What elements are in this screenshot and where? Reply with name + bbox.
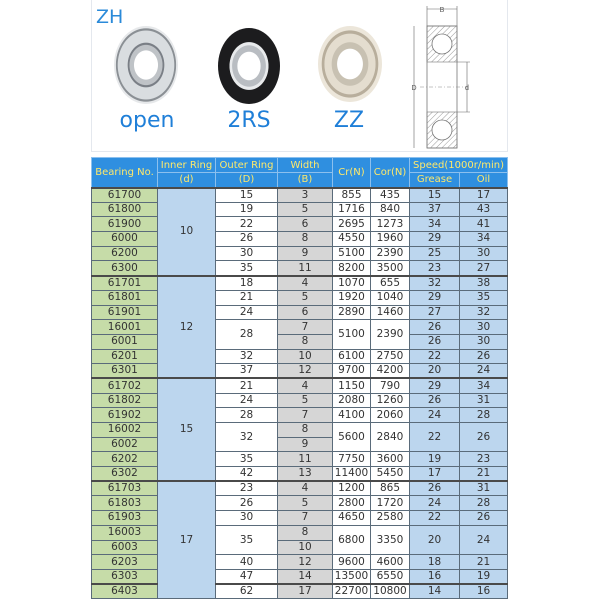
cor-value: 790	[371, 378, 410, 393]
outer-ring-d: 62	[216, 584, 278, 599]
bearing-no: 61801	[92, 290, 158, 305]
header-inner-ring: Inner Ring	[158, 158, 216, 173]
header-width: Width	[278, 158, 333, 173]
cr-value: 7750	[333, 452, 371, 467]
cr-value: 9600	[333, 555, 371, 570]
table-row	[92, 393, 508, 408]
cor-value: 5450	[371, 467, 410, 482]
product-caption-zz: ZZ	[333, 108, 365, 133]
cor-value: 10800	[371, 584, 410, 599]
table-row	[92, 276, 508, 291]
bearing-no: 6001	[92, 334, 158, 349]
metal-shielded-bearing-image	[318, 26, 382, 102]
width-b: 8	[278, 232, 333, 247]
rubber-sealed-bearing-image	[218, 28, 280, 104]
oil-speed: 23	[460, 452, 508, 467]
product-caption-2rs: 2RS	[227, 108, 271, 133]
width-b: 5	[278, 496, 333, 511]
header-bearing-no: Bearing No.	[92, 158, 158, 188]
bearing-no: 61900	[92, 217, 158, 232]
header-inner-ring-sub: (d)	[158, 173, 216, 188]
grease-speed: 22	[410, 511, 460, 526]
bearing-no: 61901	[92, 305, 158, 320]
header-cor: Cor(N)	[371, 158, 410, 188]
grease-speed: 32	[410, 276, 460, 291]
header-outer-ring: Outer Ring	[216, 158, 278, 173]
oil-speed: 28	[460, 496, 508, 511]
oil-speed: 30	[460, 246, 508, 261]
outer-ring-d: 42	[216, 467, 278, 482]
oil-speed: 41	[460, 217, 508, 232]
cor-value: 865	[371, 481, 410, 496]
oil-speed: 17	[460, 188, 508, 203]
bearing-no: 61702	[92, 378, 158, 393]
outer-ring-d: 26	[216, 496, 278, 511]
header-oil: Oil	[460, 173, 508, 188]
width-b: 14	[278, 569, 333, 584]
cor-value: 2060	[371, 408, 410, 423]
oil-speed: 19	[460, 569, 508, 584]
bearing-no: 61802	[92, 393, 158, 408]
cor-value: 655	[371, 276, 410, 291]
oil-speed: 34	[460, 232, 508, 247]
grease-speed: 29	[410, 290, 460, 305]
bearing-no: 6203	[92, 555, 158, 570]
cr-value: 4650	[333, 511, 371, 526]
bearing-no: 6201	[92, 349, 158, 364]
inner-ring-d: 12	[158, 276, 216, 379]
table-row	[92, 261, 508, 276]
bearing-no: 61903	[92, 511, 158, 526]
bearing-no: 6300	[92, 261, 158, 276]
grease-speed: 37	[410, 202, 460, 217]
width-b: 9	[278, 246, 333, 261]
dim-label-b: B	[439, 7, 445, 14]
bearing-no: 61703	[92, 481, 158, 496]
cr-value: 4100	[333, 408, 371, 423]
width-b: 4	[278, 481, 333, 496]
cor-value: 435	[371, 188, 410, 203]
width-b: 5	[278, 290, 333, 305]
outer-ring-d: 26	[216, 232, 278, 247]
outer-ring-d: 32	[216, 349, 278, 364]
width-b: 9	[278, 437, 333, 452]
inner-ring-d: 17	[158, 481, 216, 599]
cor-value: 4200	[371, 364, 410, 379]
grease-speed: 29	[410, 378, 460, 393]
grease-speed: 20	[410, 525, 460, 554]
inner-ring-d: 15	[158, 378, 216, 481]
outer-ring-d: 32	[216, 423, 278, 452]
inner-ring-d: 10	[158, 188, 216, 276]
bearing-no: 16003	[92, 525, 158, 540]
oil-speed: 43	[460, 202, 508, 217]
table-row	[92, 305, 508, 320]
oil-speed: 26	[460, 511, 508, 526]
cor-value: 3500	[371, 261, 410, 276]
header-width-sub: (B)	[278, 173, 333, 188]
table-row	[92, 378, 508, 393]
oil-speed: 30	[460, 320, 508, 335]
width-b: 8	[278, 423, 333, 438]
outer-ring-d: 23	[216, 481, 278, 496]
header-grease: Grease	[410, 173, 460, 188]
table-row	[92, 232, 508, 247]
cor-value: 6550	[371, 569, 410, 584]
oil-speed: 21	[460, 555, 508, 570]
cr-value: 5100	[333, 320, 371, 349]
oil-speed: 31	[460, 393, 508, 408]
bearing-no: 6002	[92, 437, 158, 452]
table-row	[92, 364, 508, 379]
cor-value: 1260	[371, 393, 410, 408]
grease-speed: 22	[410, 423, 460, 452]
grease-speed: 25	[410, 246, 460, 261]
cor-value: 2580	[371, 511, 410, 526]
table-row	[92, 246, 508, 261]
outer-ring-d: 21	[216, 378, 278, 393]
table-row	[92, 349, 508, 364]
dim-label-d-outer: D	[411, 85, 417, 92]
bearing-cross-section-diagram	[410, 4, 500, 150]
oil-speed: 28	[460, 408, 508, 423]
grease-speed: 17	[410, 467, 460, 482]
cor-value: 1273	[371, 217, 410, 232]
cr-value: 1200	[333, 481, 371, 496]
cr-value: 1070	[333, 276, 371, 291]
width-b: 10	[278, 349, 333, 364]
outer-ring-d: 19	[216, 202, 278, 217]
bearing-no: 6403	[92, 584, 158, 599]
cr-value: 1716	[333, 202, 371, 217]
oil-speed: 21	[460, 467, 508, 482]
table-row	[92, 188, 508, 203]
table-row	[92, 423, 508, 438]
cr-value: 5600	[333, 423, 371, 452]
cr-value: 2080	[333, 393, 371, 408]
header-outer-ring-sub: (D)	[216, 173, 278, 188]
outer-ring-d: 30	[216, 246, 278, 261]
cr-value: 8200	[333, 261, 371, 276]
grease-speed: 14	[410, 584, 460, 599]
table-row	[92, 584, 508, 599]
cr-value: 6800	[333, 525, 371, 554]
oil-speed: 35	[460, 290, 508, 305]
cor-value: 840	[371, 202, 410, 217]
grease-speed: 20	[410, 364, 460, 379]
cr-value: 2800	[333, 496, 371, 511]
outer-ring-d: 37	[216, 364, 278, 379]
outer-ring-d: 15	[216, 188, 278, 203]
oil-speed: 30	[460, 334, 508, 349]
outer-ring-d: 24	[216, 393, 278, 408]
oil-speed: 31	[460, 481, 508, 496]
table-row	[92, 569, 508, 584]
oil-speed: 26	[460, 349, 508, 364]
grease-speed: 26	[410, 320, 460, 335]
outer-ring-d: 35	[216, 261, 278, 276]
width-b: 4	[278, 378, 333, 393]
cr-value: 1920	[333, 290, 371, 305]
outer-ring-d: 40	[216, 555, 278, 570]
cr-value: 9700	[333, 364, 371, 379]
grease-speed: 16	[410, 569, 460, 584]
width-b: 11	[278, 261, 333, 276]
bearing-spec-table	[91, 157, 508, 599]
cor-value: 2390	[371, 320, 410, 349]
oil-speed: 24	[460, 525, 508, 554]
grease-speed: 22	[410, 349, 460, 364]
bearing-no: 6302	[92, 467, 158, 482]
width-b: 12	[278, 555, 333, 570]
width-b: 8	[278, 334, 333, 349]
outer-ring-d: 28	[216, 408, 278, 423]
bearing-no: 61701	[92, 276, 158, 291]
width-b: 7	[278, 511, 333, 526]
bearing-no: 16001	[92, 320, 158, 335]
oil-speed: 16	[460, 584, 508, 599]
brand-label: ZH	[96, 6, 124, 28]
table-row	[92, 496, 508, 511]
grease-speed: 29	[410, 232, 460, 247]
bearing-no: 6202	[92, 452, 158, 467]
grease-speed: 26	[410, 481, 460, 496]
table-row	[92, 290, 508, 305]
outer-ring-d: 30	[216, 511, 278, 526]
grease-speed: 23	[410, 261, 460, 276]
width-b: 10	[278, 540, 333, 555]
width-b: 17	[278, 584, 333, 599]
cor-value: 1960	[371, 232, 410, 247]
cr-value: 11400	[333, 467, 371, 482]
cr-value: 4550	[333, 232, 371, 247]
cr-value: 2890	[333, 305, 371, 320]
width-b: 11	[278, 452, 333, 467]
oil-speed: 32	[460, 305, 508, 320]
grease-speed: 34	[410, 217, 460, 232]
grease-speed: 19	[410, 452, 460, 467]
open-bearing-image	[114, 26, 178, 104]
cor-value: 3350	[371, 525, 410, 554]
grease-speed: 18	[410, 555, 460, 570]
table-row	[92, 334, 508, 349]
oil-speed: 34	[460, 378, 508, 393]
cr-value: 1150	[333, 378, 371, 393]
cor-value: 2840	[371, 423, 410, 452]
bearing-no: 16002	[92, 423, 158, 438]
outer-ring-d: 22	[216, 217, 278, 232]
oil-speed: 27	[460, 261, 508, 276]
outer-ring-d: 47	[216, 569, 278, 584]
oil-speed: 26	[460, 423, 508, 452]
cor-value: 1040	[371, 290, 410, 305]
grease-speed: 27	[410, 305, 460, 320]
cor-value: 2750	[371, 349, 410, 364]
width-b: 6	[278, 305, 333, 320]
product-image-panel	[91, 0, 508, 152]
oil-speed: 38	[460, 276, 508, 291]
bearing-no: 6200	[92, 246, 158, 261]
width-b: 12	[278, 364, 333, 379]
cr-value: 6100	[333, 349, 371, 364]
outer-ring-d: 21	[216, 290, 278, 305]
table-row	[92, 408, 508, 423]
table-row	[92, 452, 508, 467]
table-row	[92, 511, 508, 526]
bearing-no: 6303	[92, 569, 158, 584]
width-b: 4	[278, 276, 333, 291]
dim-label-d-inner: d	[465, 85, 469, 92]
table-row	[92, 202, 508, 217]
header-cr: Cr(N)	[333, 158, 371, 188]
cor-value: 1720	[371, 496, 410, 511]
cr-value: 855	[333, 188, 371, 203]
table-row	[92, 555, 508, 570]
cr-value: 5100	[333, 246, 371, 261]
width-b: 6	[278, 217, 333, 232]
outer-ring-d: 18	[216, 276, 278, 291]
width-b: 7	[278, 408, 333, 423]
cor-value: 3600	[371, 452, 410, 467]
outer-ring-d: 24	[216, 305, 278, 320]
table-row	[92, 320, 508, 335]
bearing-no: 61902	[92, 408, 158, 423]
outer-ring-d: 35	[216, 525, 278, 554]
width-b: 5	[278, 202, 333, 217]
bearing-no: 6000	[92, 232, 158, 247]
bearing-no: 61800	[92, 202, 158, 217]
width-b: 7	[278, 320, 333, 335]
grease-speed: 24	[410, 408, 460, 423]
outer-ring-d: 28	[216, 320, 278, 349]
product-caption-open: open	[119, 108, 175, 133]
table-row	[92, 525, 508, 540]
cr-value: 2695	[333, 217, 371, 232]
table-row	[92, 467, 508, 482]
bearing-no: 61803	[92, 496, 158, 511]
grease-speed: 26	[410, 334, 460, 349]
grease-speed: 15	[410, 188, 460, 203]
bearing-no: 6301	[92, 364, 158, 379]
oil-speed: 24	[460, 364, 508, 379]
grease-speed: 24	[410, 496, 460, 511]
table-row	[92, 481, 508, 496]
width-b: 13	[278, 467, 333, 482]
cor-value: 1460	[371, 305, 410, 320]
width-b: 8	[278, 525, 333, 540]
bearing-no: 61700	[92, 188, 158, 203]
width-b: 3	[278, 188, 333, 203]
cr-value: 22700	[333, 584, 371, 599]
cr-value: 13500	[333, 569, 371, 584]
cor-value: 2390	[371, 246, 410, 261]
grease-speed: 26	[410, 393, 460, 408]
table-row	[92, 217, 508, 232]
outer-ring-d: 35	[216, 452, 278, 467]
width-b: 5	[278, 393, 333, 408]
bearing-no: 6003	[92, 540, 158, 555]
cor-value: 4600	[371, 555, 410, 570]
header-speed: Speed(1000r/min)	[410, 158, 508, 173]
